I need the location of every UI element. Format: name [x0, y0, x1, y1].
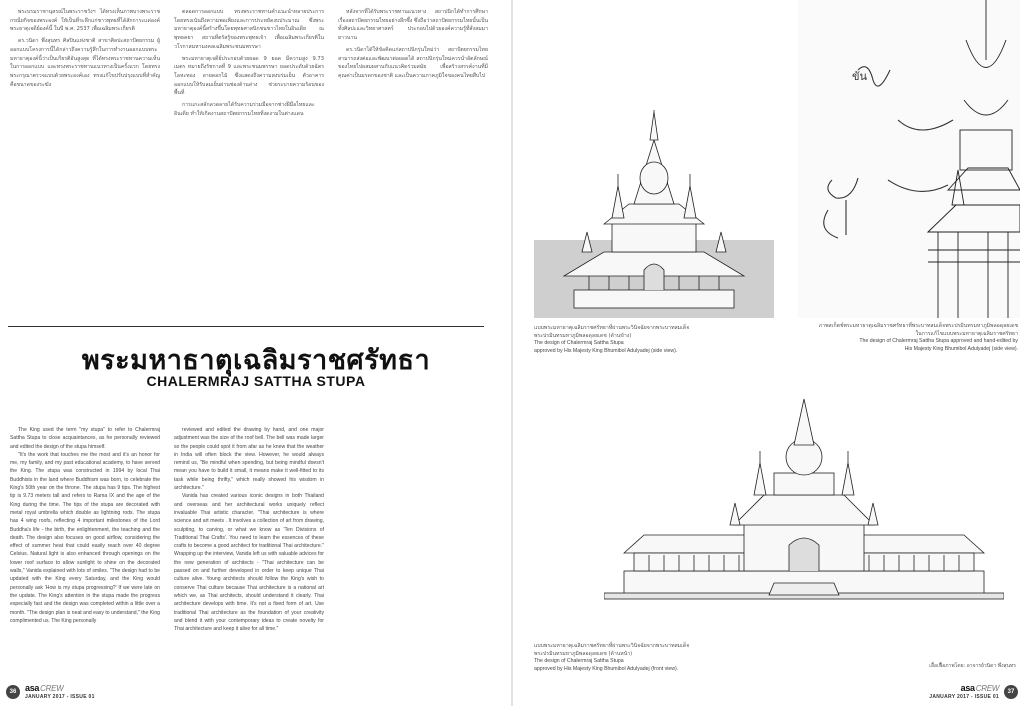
left-page-footer — [6, 684, 95, 700]
english-paragraph: "It's the work that touches me the most and it's an honor for me, my family, and my past educational academy, to have served the King. The stupa was constructed in 1994 by local Thai Buddhists in the land where Buddhism was born, to celebrate the King's 50th year on the throne. The stupa has 9 tips. The highest tip is 9.73 meters tall and refers to Rama IX and the age of the King during the time. The tips of the stupa are decorated with metal royal umbrella which double as lightning rods. The stupa has 4 wing roofs, reflecting 4 important milestones of the Lord Buddha's life - the birth, the enlightenment, the teaching and the death. The design also focuses on good airflow, considering the effect of summer heat that could easily reach over 40 degree Celsius. Natural light is also enhanced through openings on the lower roof surface to allow sunlight to shine on the decorated walls," Vanida explained with lots of smiles. "The design had to be updated with the King every Saturday, and the King would personally ask 'How is my stupa progressing?' If we were late on the update. The King's attention in the stupa made the progress especially fast and the design was completed within a little over a month. "The design plan is neat and easy to understand," the King complimented us. The King personally — [10, 451, 160, 624]
thai-text-column-1 — [10, 8, 160, 92]
thai-paragraph: ดร.วนิดาได้ให้ข้อคิดแก่สถาปนิกรุ่นใหม่ว่า สถาปัตยกรรมไทยสามารถส่งต่อและพัฒนาต่อยอดได้ สถาปนิกรุ่นใหม่ควรนำอัตลักษณ์ของไทยไปผสมผสานกับแนวคิดร่วมสมัย เพื่อสร้างสรรค์งานที่มีคุณค่าเป็นมรดกของชาติ และเป็นความภาคภูมิใจของคนไทยสืบไป — [338, 46, 488, 79]
thai-paragraph: หลังจากที่ได้รับพระราชทานแนวทาง สถาปนิกได้ทำการศึกษาเรื่องสถาปัตยกรรมไทยอย่างลึกซึ้ง ซึ่งถือว่าสถาปัตยกรรมไทยนั้นเป็นทั้งศิลปะและวิทยาศาสตร์ ประกอบไปด้วยองค์ความรู้ที่สั่งสมมายาวนาน — [338, 9, 488, 42]
english-paragraph: Vanida has created various iconic designs in both Thailand and overseas and her architectural works uniquely reflect invaluable Thai artistic character. "Thai architecture is where science and art meets . It involves a collection of art from drawing, sculpting, to carving, or what we know as 'Ten Divisions of Traditional Thai Crafts'. You need to learn the essences of these crafts to become a good architect for traditional Thai architecture." Wrapping up the interview, Vanida left us with valuable advices for the new generation of architects - "Thai architecture can be passed on and further developed in order to keep unique Thai culture alive. Young architects should follow the King's wish to conserve Thai culture because Thai architecture is a national art which we, as Thai architects, should understand it clearly. Thai architecture develops with time. It's not a fixed form of art. Use traditional Thai architecture as the foundation of your creativity and blend it with your contemporary ideas to create novelty for Thai architecture and keep it alive for all time." — [174, 493, 324, 633]
thai-text-column-2 — [174, 8, 324, 121]
caption-front-view: แบบพระมหาธาตุเฉลิมราชศรัทธาที่ผ่านพระวินิจฉัยจากพระบาทสมเด็จ พระปรมินทรมหาภูมิพลอดุลยเดช (ด้านหน้า) The design of Chalermraj Sattha Stupa approved by His Majesty King Bhumibol Adulyadej (front view). — [534, 643, 690, 672]
magazine-logo: asaCREW — [25, 682, 64, 693]
drawing-left-wing-roof — [624, 535, 754, 553]
thai-text-column-3 — [338, 8, 488, 84]
magazine-logo: asaCREW — [960, 682, 999, 693]
right-page-footer — [929, 684, 1018, 700]
photo-credit: เอื้อเฟื้อภาพโดย: อาจารย์วนิดา พึ่งสุนทร — [929, 663, 1016, 669]
page-number-badge: 37 — [1004, 685, 1018, 699]
english-text-column-1 — [10, 426, 160, 625]
issue-label: JANUARY 2017 - ISSUE 01 — [929, 693, 999, 700]
english-text-column-2 — [174, 426, 324, 633]
drawing-central-roof — [734, 495, 874, 525]
footer-branding — [25, 684, 95, 701]
drawing-right-wing-roof — [854, 535, 984, 553]
drawing-main-spire — [794, 399, 814, 445]
footer-branding — [929, 684, 999, 701]
article-title-english: CHALERMRAJ SATTHA STUPA — [146, 373, 366, 389]
drawing-base — [574, 290, 734, 308]
issue-label: JANUARY 2017 - ISSUE 01 — [25, 693, 95, 700]
thai-paragraph: พระมหาธาตุเจดีย์ประกอบด้วยยอด 9 ยอด มีความสูง 9.73 เมตร หมายถึงรัชกาลที่ 9 และพระชนมพรรษา ยอดประดับด้วยฉัตรโลหะทอง ลายดอกไม้ ซึ่งแสดงถึงความสงบร่มเย็น ตัวอาคารออกแบบให้รับลมเย็นผ่านช่องด้านล่าง ช่วยระบายความร้อนของพื้นที่ — [174, 55, 324, 97]
stupa-front-view-drawing — [604, 395, 1004, 613]
thai-paragraph: ตลอดการออกแบบ ทรงพระราชทานคำแนะนำหลายประการ โดยทรงเน้นถึงความพอเพียงและการประหยัดงบประมาณ ซึ่งพระมหาธาตุองค์นี้สร้างขึ้นโดยพุทธศาสนิกชนชาวไทยในอินเดีย ณ พุทธคยา สถานที่ตรัสรู้ของพระพุทธเจ้า เพื่อเฉลิมพระเกียรติในวโรกาสมหามงคลเฉลิมพระชนมพรรษา — [174, 9, 324, 50]
english-paragraph: reviewed and edited the drawing by hand, and one major adjustment was the size of the roof bell. The bell was made larger so the people could spot it from afar as he knew that the weather in India will often block the view. However, he would always remind us, "Be mindful when spending, but being mindful doesn't mean you have to build it small, it means make it well-fitted to its task while being thrifty," which really showed his wisdom in architecture." — [174, 427, 324, 492]
thai-paragraph: การแกะสลักลวดลายได้รับความร่วมมือจากช่างฝีมือไทยและอินเดีย ทำให้เกิดงานสถาปัตยกรรมไทยที่งดงามในต่างแดน — [174, 102, 315, 117]
stupa-side-view-drawing — [534, 100, 774, 318]
caption-side-view: แบบพระมหาธาตุเฉลิมราชศรัทธาที่ผ่านพระวินิจฉัยจากพระบาทสมเด็จ พระปรมินทรมหาภูมิพลอดุลยเดช (ด้านข้าง) The design of Chalermraj Sattha Stupa approved by His Majesty King Bhumibol Adulyadej (side view). — [534, 325, 690, 354]
right-page — [512, 0, 1024, 706]
article-title-thai: พระมหาธาตุเฉลิมราชศรัทธา — [81, 345, 431, 376]
thai-paragraph: พระบรมราชานุสรณ์ในพระราชวังฯ ได้ทรงเห็นภาพบางพระราชกรณียกิจของพระองค์ ให้เป็นที่ระลึกแก่ชาวพุทธที่ได้สักการะแด่องค์พระธาตุเจดีย์องค์นี้ ในปี พ.ศ. 2537 เพื่อเฉลิมพระเกียรติ — [10, 9, 160, 33]
title-divider — [8, 326, 484, 327]
english-paragraph: The King used the term "my stupa" to refer to Chalermraj Sattha Stupa to close acquaintances, as he personally reviewed and edited the design of the stupa himself. — [10, 427, 160, 450]
thai-paragraph: ดร.วนิดา พึ่งสุนทร ศิลปินแห่งชาติ สาขาศิลปะสถาปัตยกรรม ผู้ออกแบบโครงการนี้ได้กล่าวถึงความรู้สึกในการทำงานออกแบบพระมหาธาตุองค์นี้ว่าเป็นเกียรติอันสูงสุด ที่ได้ทรงพระราชทานความเห็นในการออกแบบ และทรงพระราชทานแนวทางเป็นครั้งแรก โดยทรงพระกรุณาตรวจแบบด้วยพระองค์เอง ทรงแก้ไขปรับปรุงแบบที่สำคัญคือขนาดของระฆัง — [10, 38, 160, 88]
handwritten-note: ขัน — [852, 70, 868, 83]
stupa-hand-edited-sketch — [798, 0, 1020, 318]
caption-hand-edited: ภาพสเก็ตช์พระมหาธาตุเฉลิมราชศรัทธาที่พระบาทสมเด็จพระปรมินทรมหาภูมิพลอดุลยเดช ในการแก้ไขแบบพระมหาธาตุเฉลิมราชศรัทธา The design of Chalermraj Sattha Stupa approved and hand-edited by His Majesty King Bhumibol Adulyadej (side view). — [818, 323, 1018, 352]
page-number-badge: 36 — [6, 685, 20, 699]
